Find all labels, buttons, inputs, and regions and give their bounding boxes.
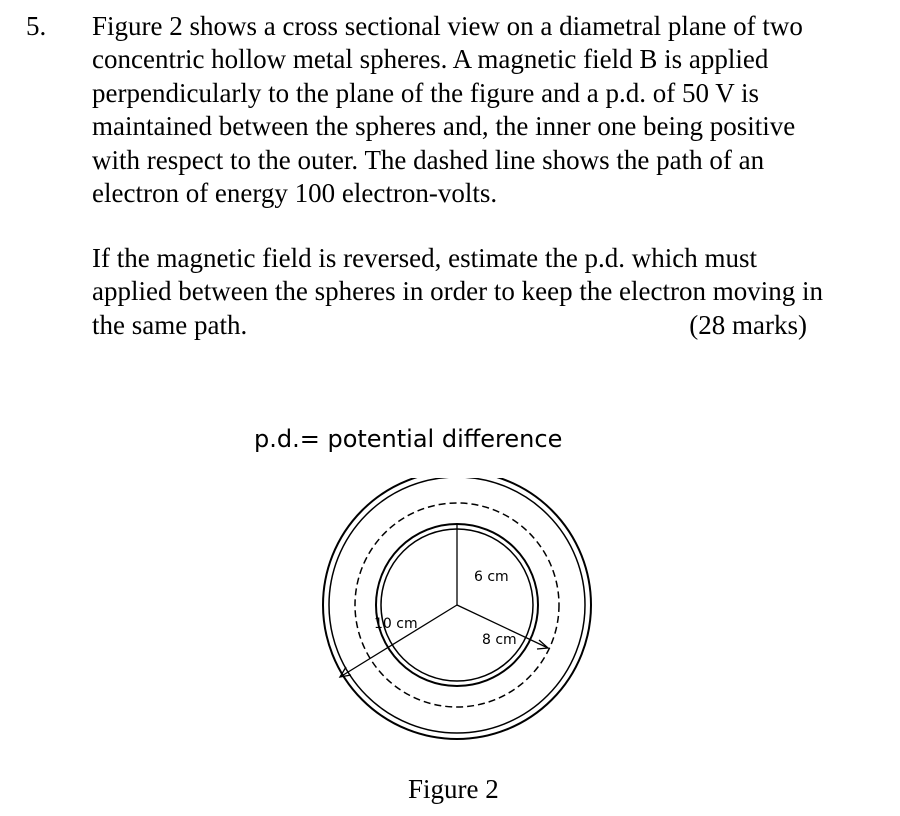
abbreviation-note: p.d.= potential difference <box>254 425 563 453</box>
paragraph-2-line: applied between the spheres in order to keep the electron moving in <box>92 276 824 307</box>
paragraph-1-line: maintained between the spheres and, the inner one being positive <box>92 111 796 142</box>
paragraph-1-line: with respect to the outer. The dashed line shows the path of an <box>92 144 765 175</box>
figure-caption: Figure 2 <box>408 774 499 804</box>
paragraph-2-line: If the magnetic field is reversed, estimate the p.d. which must <box>92 243 758 273</box>
figure-diagram <box>300 478 620 748</box>
paragraph-1-line: concentric hollow metal spheres. A magnetic field B is applied <box>92 44 769 75</box>
paragraph-2-line: the same path. <box>92 309 248 340</box>
outer-radius-label: 10 cm <box>374 616 418 632</box>
question-number: 5. <box>26 11 47 41</box>
question-paragraph-1 <box>92 10 882 210</box>
concentric-spheres-figure <box>300 478 620 748</box>
marks-allocation: (28 marks) <box>689 309 807 340</box>
paragraph-1-line: Figure 2 shows a cross sectional view on a diametral plane of two <box>92 11 803 41</box>
inner-radius-label: 6 cm <box>474 569 509 585</box>
path-radius-arrowhead <box>537 640 548 649</box>
path-radius-label: 8 cm <box>482 632 517 648</box>
paragraph-1-line: perpendicularly to the plane of the figure and a p.d. of 50 V is <box>92 77 760 108</box>
question-paragraph-2 <box>92 242 882 342</box>
paragraph-1-line: electron of energy 100 electron-volts. <box>92 178 498 209</box>
paragraph-2-last-line <box>92 309 807 342</box>
